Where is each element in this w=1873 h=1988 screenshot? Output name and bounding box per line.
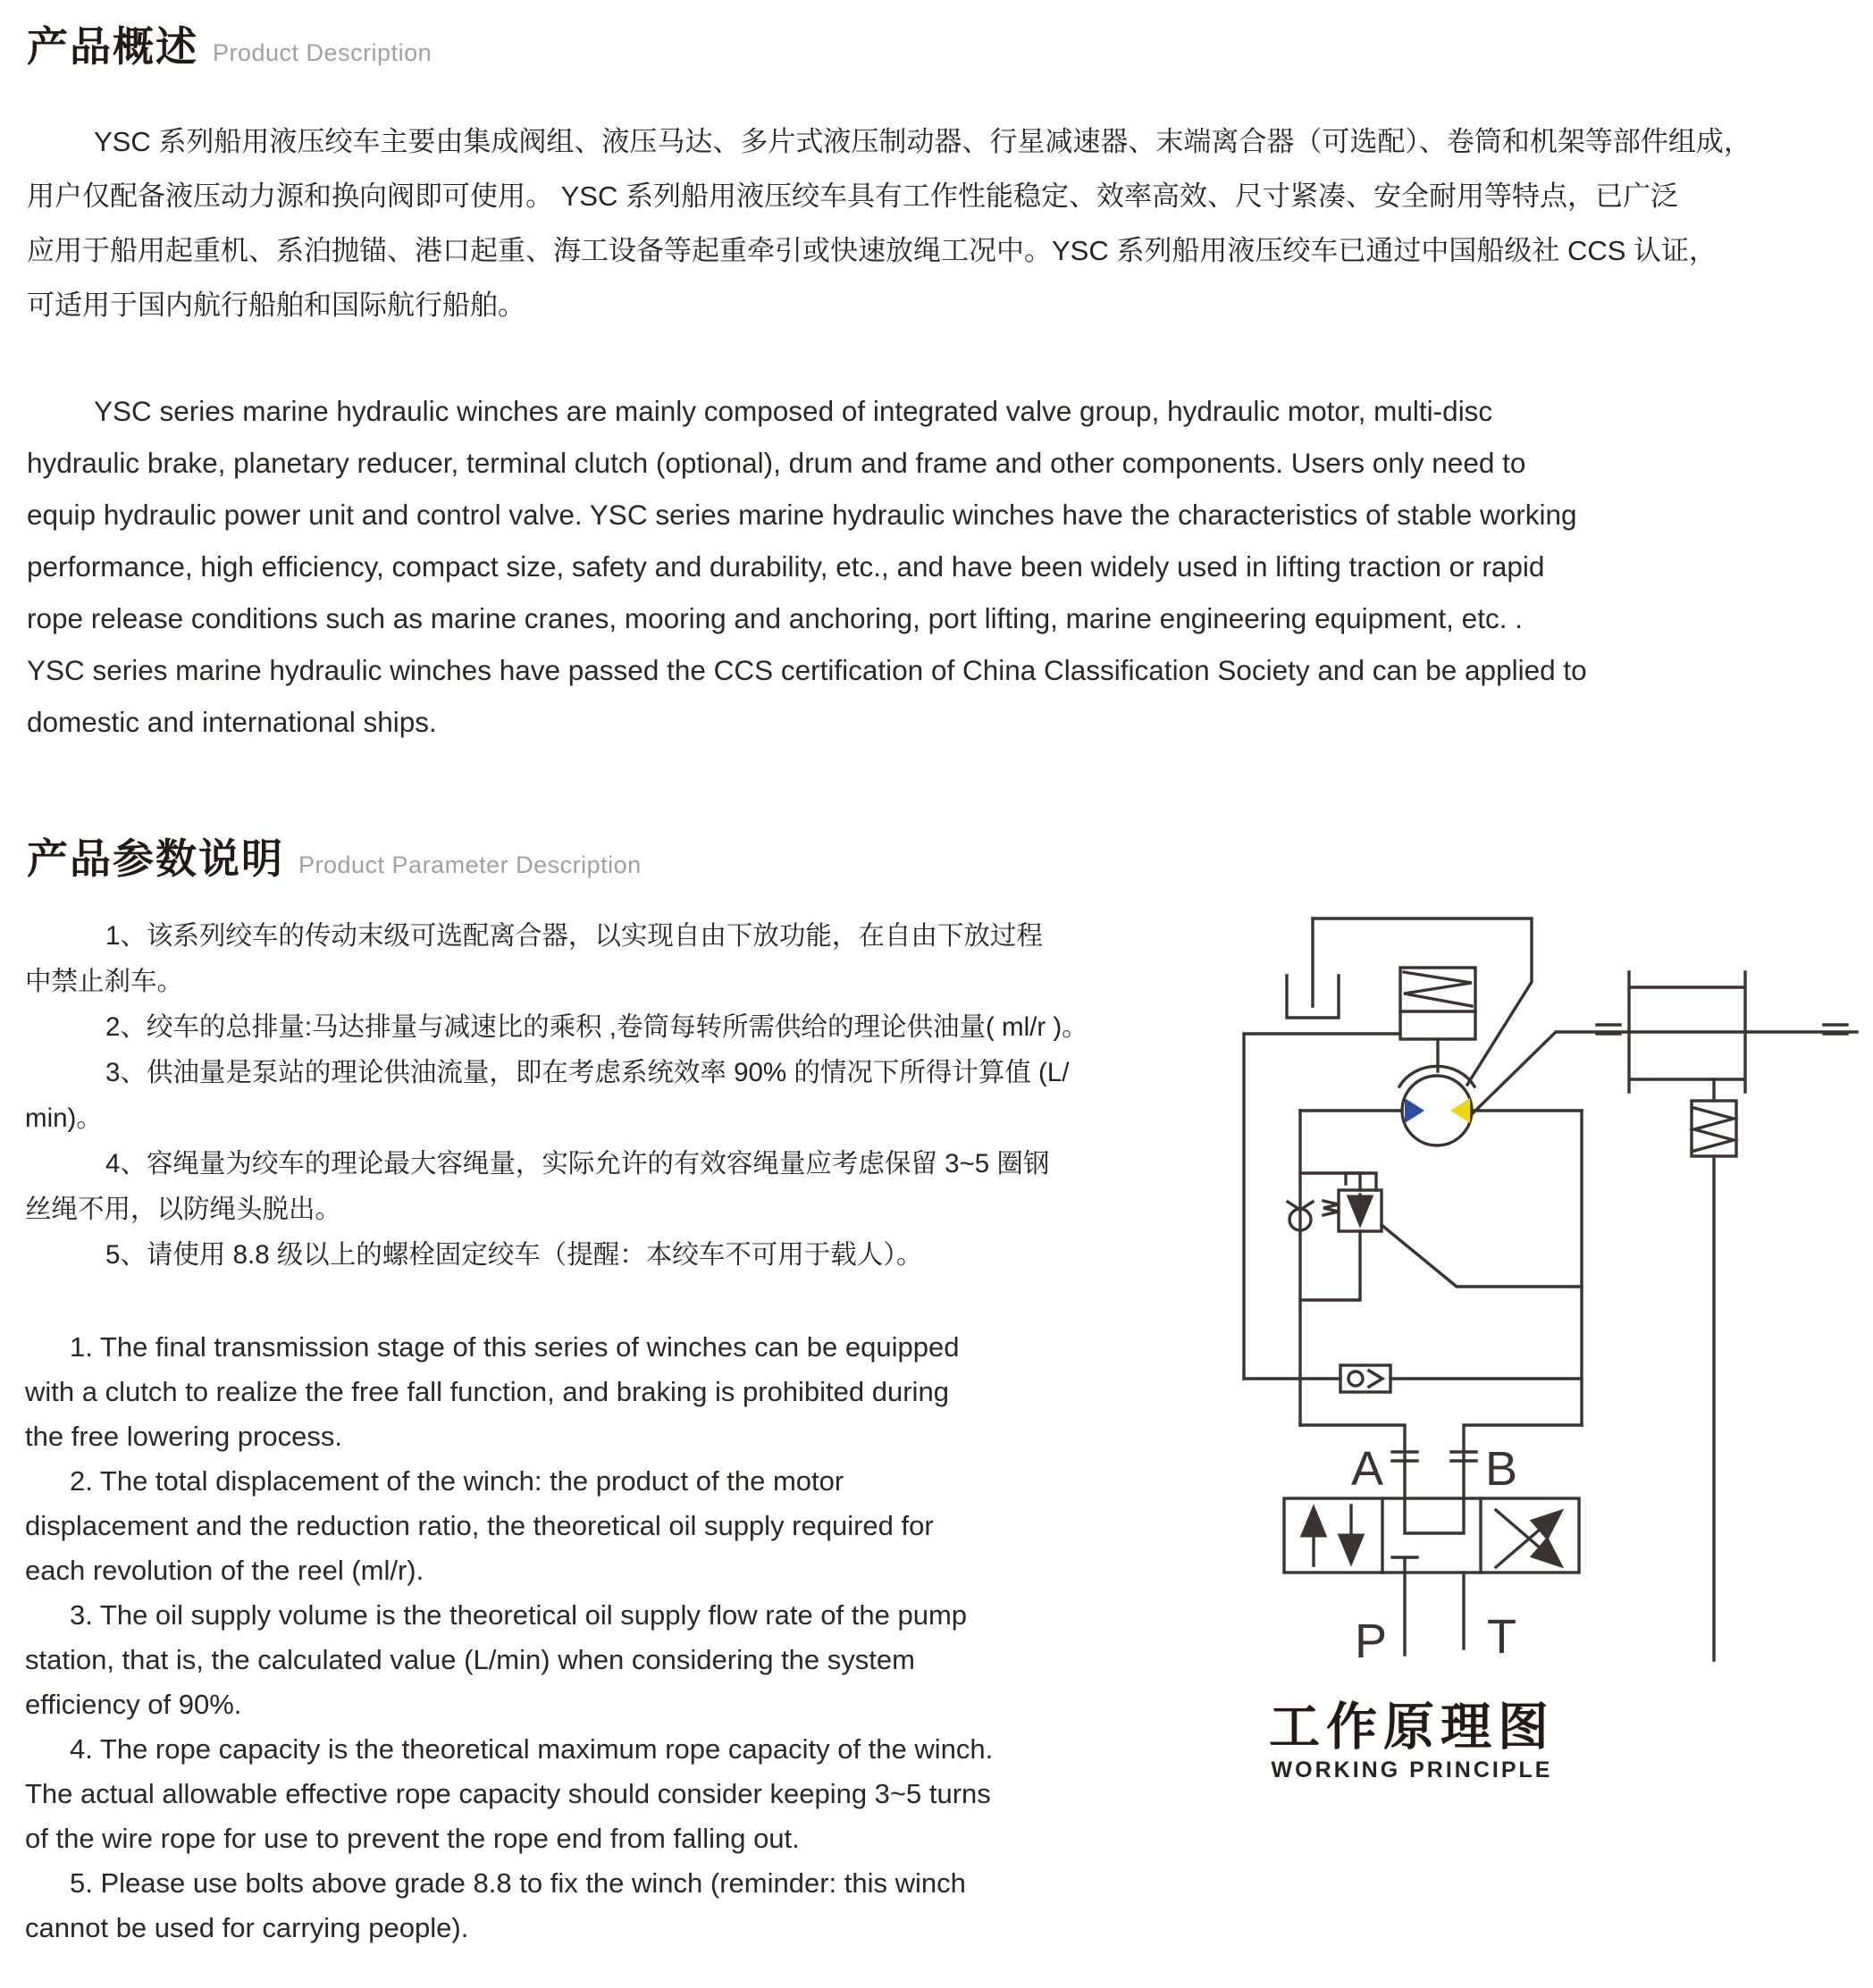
text-line: YSC 系列船用液压绞车主要由集成阀组、液压马达、多片式液压制动器、行星减速器、末端离合器（可选配）、卷筒和机架等部件组成，: [94, 126, 1751, 157]
section2-title-zh: 产品参数说明: [27, 835, 284, 882]
text-line: 2、绞车的总排量:马达排量与减速比的乘积 ,卷筒每转所需供给的理论供油量( ml/r )。: [105, 1012, 1088, 1042]
inner-loop-top: [1300, 1173, 1360, 1190]
motor-arrow-blue: [1405, 1098, 1424, 1123]
text-line: 3、供油量是泵站的理论供油流量，即在考虑系统效率 90% 的情况下所得计算值 (L/: [105, 1058, 1070, 1087]
parameter-notes-en: [25, 1325, 994, 1950]
text-line: 4. The rope capacity is the theoretical maximum rope capacity of the winch.: [70, 1733, 994, 1765]
text-line: 5、请使用 8.8 级以上的螺栓固定绞车（提醒：本绞车不可用于载人）。: [105, 1240, 923, 1270]
drive-shaft-line: [1472, 1032, 1857, 1114]
text-line: 应用于船用起重机、系泊抛锚、港口起重、海工设备等起重牵引或快速放绳工况中。YSC 系列船用液压绞车已通过中国船级社 CCS 认证，: [27, 235, 1718, 266]
text-line: hydraulic brake, planetary reducer, terminal clutch (optional), drum and frame and other components. Users only need to: [27, 447, 1526, 479]
text-line: with a clutch to realize the free fall function, and braking is prohibited during: [25, 1376, 949, 1407]
diagram-caption-en: WORKING PRINCIPLE: [1271, 1757, 1553, 1782]
text-line: performance, high efficiency, compact size, safety and durability, etc., and have been widely used in lifting traction or rapid: [27, 550, 1545, 583]
text-line: each revolution of the reel (ml/r).: [25, 1555, 424, 1586]
section2-title-en: Product Parameter Description: [298, 851, 642, 878]
text-line: 3. The oil supply volume is the theoretical oil supply flow rate of the pump: [70, 1599, 968, 1631]
text-line: 4、容绳量为绞车的理论最大容绳量，实际允许的有效容绳量应考虑保留 3~5 圈钢: [105, 1149, 1050, 1179]
text-line: cannot be used for carrying people).: [25, 1912, 469, 1943]
overview-paragraph-en: [27, 385, 1850, 748]
relief-valve-icon: [1323, 1190, 1382, 1231]
motor-arrow-yellow: [1450, 1098, 1470, 1123]
text-line: domestic and international ships.: [27, 706, 437, 738]
brake-cylinder-icon: [1400, 968, 1475, 1071]
tank-icon: [1287, 919, 1339, 1018]
text-line: 1、该系列绞车的传动末级可选配离合器，以实现自由下放功能，在自由下放过程: [105, 921, 1043, 951]
text-line: 1. The final transmission stage of this series of winches can be equipped: [70, 1331, 960, 1363]
drum-spring-icon: [1692, 1079, 1736, 1660]
port-label-t: T: [1487, 1610, 1516, 1664]
text-line: 5. Please use bolts above grade 8.8 to fix the winch (reminder: this winch: [70, 1867, 966, 1899]
text-line: YSC series marine hydraulic winches have passed the CCS certification of China Classification Society and can be applied to: [27, 654, 1587, 686]
text-line: 中禁止刹车。: [25, 967, 184, 996]
section1-title-en: Product Description: [213, 39, 433, 66]
section-product-description-header: [27, 14, 432, 73]
text-line: of the wire rope for use to prevent the rope end from falling out.: [25, 1823, 800, 1854]
brake-pilot-line: [1313, 919, 1532, 1085]
text-line: displacement and the reduction ratio, the theoretical oil supply required for: [25, 1510, 934, 1541]
relief-drain-diagonal: [1382, 1225, 1582, 1287]
diagram-caption-zh: 工作原理图: [1269, 1699, 1555, 1756]
port-label-p: P: [1354, 1615, 1387, 1668]
text-line: equip hydraulic power unit and control valve. YSC series marine hydraulic winches have the characteristics of stable working: [27, 499, 1577, 531]
overview-paragraph-zh: [27, 114, 1850, 332]
section1-title-zh: 产品概述: [27, 23, 198, 70]
relief-bottom-line: [1300, 1231, 1360, 1300]
section-product-parameter-header: [27, 826, 642, 885]
directional-valve-icon: [1284, 1498, 1579, 1573]
text-line: efficiency of 90%.: [25, 1689, 242, 1720]
text-line: the free lowering process.: [25, 1421, 342, 1452]
shuttle-valve-icon: [1340, 1365, 1390, 1392]
text-line: YSC series marine hydraulic winches are mainly composed of integrated valve group, hydraulic motor, multi-disc: [94, 395, 1493, 427]
text-line: 用户仅配备液压动力源和换向阀即可使用。 YSC 系列船用液压绞车具有工作性能稳定、效率高效、尺寸紧凑、安全耐用等特点，已广泛: [27, 180, 1678, 212]
port-label-b: B: [1485, 1442, 1518, 1496]
text-line: 可适用于国内航行船舶和国际航行船舶。: [27, 289, 525, 321]
text-line: 2. The total displacement of the winch: the product of the motor: [70, 1465, 844, 1497]
port-b-line: [1464, 1425, 1582, 1498]
port-label-a: A: [1350, 1442, 1383, 1496]
parameter-notes-zh: [25, 913, 1222, 1278]
text-line: min)。: [25, 1103, 103, 1133]
text-line: station, that is, the calculated value (L/min) when considering the system: [25, 1644, 915, 1675]
working-principle-diagram: [1197, 858, 1873, 1841]
text-line: 丝绳不用，以防绳头脱出。: [25, 1195, 342, 1224]
text-line: The actual allowable effective rope capacity should consider keeping 3~5 turns: [25, 1778, 991, 1809]
text-line: rope release conditions such as marine cranes, mooring and anchoring, port lifting, marine engineering equipment, etc. .: [27, 602, 1523, 634]
